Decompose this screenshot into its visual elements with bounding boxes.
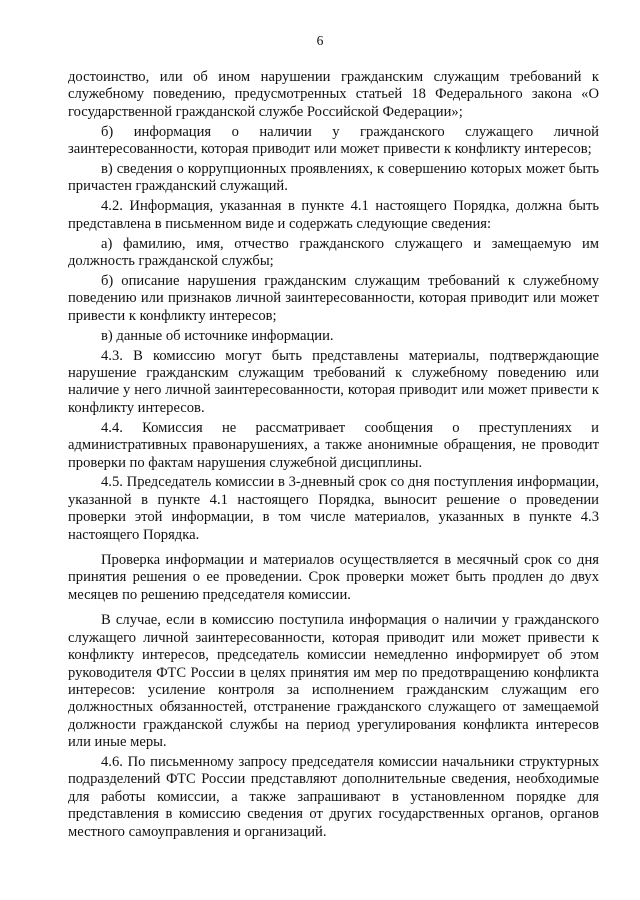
- paragraph-4-3: 4.3. В комиссию могут быть представлены материалы, подтверждающие нарушение гражданским служащим требований к служебному поведению или наличие у него личной заинтересованности, которая приводит или может привести к конфликту интересов.: [68, 347, 599, 416]
- paragraph-verification-term: Проверка информации и материалов осуществляется в месячный срок со дня принятия решения о ее проведении. Срок проверки может быть продлен до двух месяцев по решению председателя комиссии.: [68, 552, 599, 603]
- document-body: [68, 69, 599, 844]
- paragraph-item-b: б) информация о наличии у гражданского служащего личной заинтересованности, которая приводит или может привести к конфликту интересов;: [68, 123, 599, 158]
- paragraph-4-5: 4.5. Председатель комиссии в 3-дневный срок со дня поступления информации, указанной в пункте 4.1 настоящего Порядка, выносит решение о проведении проверки этой информации, в том числе материалов, указанных в пункте 4.3 настоящего Порядка.: [68, 474, 599, 543]
- paragraph-4-6: 4.6. По письменному запросу председателя комиссии начальники структурных подразделений ФТС России представляют дополнительные сведения, необходимые для работы комиссии, а также запрашивают в установленном порядке для представления в комиссию сведения от других государственных органов, органов местного самоуправления и организаций.: [68, 754, 599, 840]
- page-number: 6: [316, 33, 324, 48]
- paragraph-4-4: 4.4. Комиссия не рассматривает сообщения о преступлениях и административных правонарушениях, а также анонимные обращения, не проводит проверки по фактам нарушения служебной дисциплины.: [68, 419, 599, 471]
- paragraph-4-2-a: а) фамилию, имя, отчество гражданского служащего и замещаемую им должность гражданской службы;: [68, 235, 599, 270]
- paragraph-item-v: в) сведения о коррупционных проявлениях, к совершению которых может быть причастен гражданский служащий.: [68, 161, 599, 195]
- paragraph-conflict-of-interest: В случае, если в комиссию поступила информация о наличии у гражданского служащего личной заинтересованности, которая приводит или может привести к конфликту интересов, председатель комиссии немедленно информирует об этом руководителя ФТС России в целях принятия им мер по предотвращению конфликта интересов: усиление контроля за исполнением гражданским служащим его должностных обязанностей, отстранение гражданского служащего от замещаемой должности гражданской службы на период урегулирования конфликта интересов или иные меры.: [68, 612, 599, 751]
- paragraph-continuation: достоинство, или об ином нарушении гражданским служащим требований к служебному поведению, предусмотренных статьей 18 Федерального закона «О государственной гражданской службе Российской Федерации»;: [68, 69, 599, 120]
- paragraph-4-2: 4.2. Информация, указанная в пункте 4.1 настоящего Порядка, должна быть представлена в письменном виде и содержать следующие сведения:: [68, 198, 599, 232]
- paragraph-4-2-v: в) данные об источнике информации.: [101, 327, 334, 344]
- paragraph-4-2-b: б) описание нарушения гражданским служащим требований к служебному поведению или признаков личной заинтересованности, которая приводит или может привести к конфликту интересов;: [68, 272, 599, 324]
